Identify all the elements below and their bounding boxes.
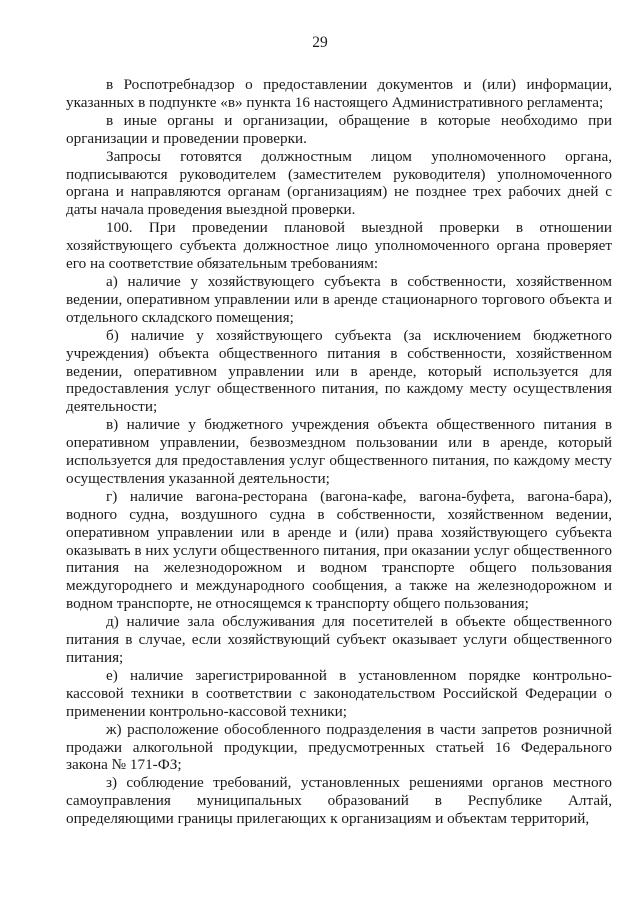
- paragraph-requests-procedure: Запросы готовятся должностным лицом уполномоченного органа, подписываются руководителем (заместителем руководителя) уполномоченного органа и направляются органам (организациям) не позднее трех рабочих дней с даты начала проведения выездной проверки.: [66, 147, 612, 219]
- paragraph-item-zh: ж) расположение обособленного подразделения в части запретов розничной продажи алкогольной продукции, предусмотренных статьей 16 Федерального закона № 171-ФЗ;: [66, 720, 612, 774]
- paragraph-item-a: а) наличие у хозяйствующего субъекта в собственности, хозяйственном ведении, оперативном управлении или в аренде стационарного торгового объекта и отдельного складского помещения;: [66, 272, 612, 326]
- paragraph-other-organs-request: в иные органы и организации, обращение в которые необходимо при организации и проведении проверки.: [66, 111, 612, 147]
- paragraph-item-b: б) наличие у хозяйствующего субъекта (за исключением бюджетного учреждения) объекта общественного питания в собственности, хозяйственном ведении, оперативном управлении или в аренде, который используется для предоставления услуг общественного питания, по каждому месту осуществления деятельности;: [66, 326, 612, 416]
- document-body: [66, 76, 612, 828]
- paragraph-item-v: в) наличие у бюджетного учреждения объекта общественного питания в оперативном управлении, безвозмездном пользовании или в аренде, который используется для предоставления услуг общественного питания, по каждому месту осуществления указанной деятельности;: [66, 416, 612, 487]
- paragraph-item-100: 100. При проведении плановой выездной проверки в отношении хозяйствующего субъекта должностное лицо уполномоченного органа проверяет его на соответствие обязательным требованиям:: [66, 219, 612, 273]
- paragraph-item-g: г) наличие вагона-ресторана (вагона-кафе, вагона-буфета, вагона-бара), водного судна, воздушного судна в собственности, хозяйственном ведении, оперативном управлении или в аренде и (или) права хозяйствующего субъекта оказывать в них услуги общественного питания, при оказании услуг общественного питания на железнодорожном и водном транспорте общего пользования междугороднего и международного сообщения, а также на железнодорожном и водном транспорте, не относящемся к транспорту общего пользования;: [66, 487, 612, 613]
- paragraph-item-z: з) соблюдение требований, установленных решениями органов местного самоуправления муниципальных образований в Республике Алтай, определяющими границы прилегающих к организациям и объектам территорий,: [66, 774, 612, 828]
- paragraph-rospotrebnadzor-request: в Роспотребнадзор о предоставлении документов и (или) информации, указанных в подпункте «в» пункта 16 настоящего Административного регламента;: [66, 76, 612, 111]
- paragraph-item-d: д) наличие зала обслуживания для посетителей в объекте общественного питания в случае, если хозяйствующий субъект оказывает услуги общественного питания;: [66, 613, 612, 666]
- page-number: 29: [312, 34, 328, 51]
- paragraph-item-e: е) наличие зарегистрированной в установленном порядке контрольно-кассовой техники в соответствии с законодательством Российской Федерации о применении контрольно-кассовой техники;: [66, 666, 612, 720]
